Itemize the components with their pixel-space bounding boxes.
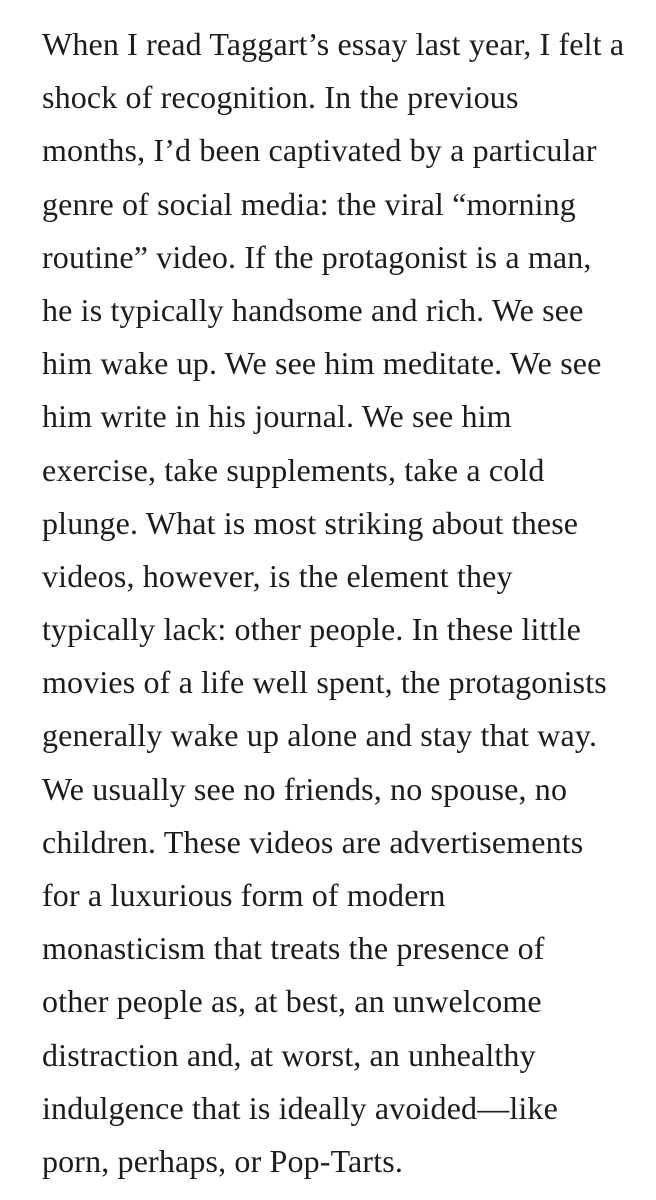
essay-paragraph xyxy=(42,18,642,1188)
paragraph-line: exercise, take supplements, take a cold xyxy=(42,451,545,488)
paragraph-line: monasticism that treats the presence of xyxy=(42,930,545,967)
paragraph-line: for a luxurious form of modern xyxy=(42,877,446,913)
paragraph-line: We usually see no friends, no spouse, no xyxy=(42,770,568,807)
paragraph-line: children. These videos are advertisements xyxy=(42,823,584,860)
paragraph-line: indulgence that is ideally avoided—like xyxy=(42,1089,558,1126)
paragraph-line: generally wake up alone and stay that way. xyxy=(42,717,598,754)
paragraph-line: movies of a life well spent, the protagonists xyxy=(42,664,607,701)
paragraph-line: him wake up. We see him meditate. We see xyxy=(42,345,602,382)
paragraph-line: genre of social media: the viral “morning xyxy=(42,185,576,222)
paragraph-line: routine” video. If the protagonist is a man, xyxy=(42,238,592,275)
paragraph-line: porn, perhaps, or Pop-Tarts. xyxy=(42,1142,403,1179)
paragraph-line: other people as, at best, an unwelcome xyxy=(42,983,542,1020)
paragraph-line: he is typically handsome and rich. We see xyxy=(42,291,584,328)
paragraph-line: distraction and, at worst, an unhealthy xyxy=(42,1036,536,1073)
paragraph-line: videos, however, is the element they xyxy=(42,557,513,594)
paragraph-line: him write in his journal. We see him xyxy=(42,398,512,435)
paragraph-line: plunge. What is most striking about these xyxy=(42,504,579,541)
paragraph-line: When I read Taggart’s essay last year, I felt a xyxy=(42,26,625,62)
paragraph-line: months, I’d been captivated by a particular xyxy=(42,132,597,169)
paragraph-line: typically lack: other people. In these little xyxy=(42,611,582,648)
paragraph-line: shock of recognition. In the previous xyxy=(42,79,519,116)
